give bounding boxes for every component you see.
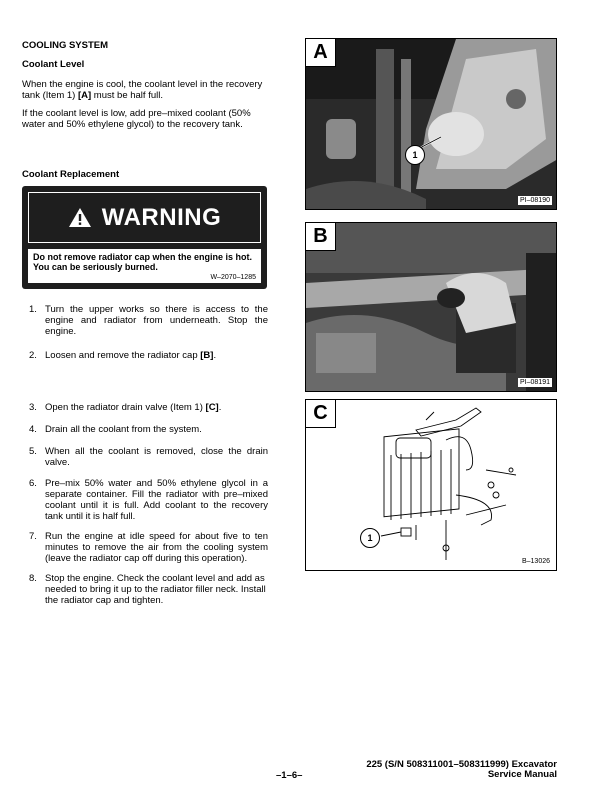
coolant-level-para1	[22, 79, 270, 101]
warning-body	[28, 249, 261, 283]
figure-a	[305, 38, 557, 210]
step-text	[45, 350, 268, 361]
step-number: 3.	[29, 402, 37, 413]
warning-header	[28, 192, 261, 243]
step-number: 6.	[29, 478, 37, 489]
step-5	[22, 446, 268, 468]
coolant-level-heading: Coolant Level	[22, 59, 85, 70]
figure-b	[305, 222, 557, 392]
figure-ref-c: [C]	[205, 402, 219, 413]
step-7	[22, 531, 268, 564]
figure-c	[305, 399, 557, 571]
step-text-end: .	[218, 402, 222, 413]
figure-letter: B	[306, 223, 336, 251]
warning-box	[22, 186, 267, 289]
figure-letter: A	[306, 39, 336, 67]
figure-ref-b: [B]	[200, 350, 214, 361]
warning-code: W–2070–1285	[210, 274, 256, 281]
step-text-main: Loosen and remove the radiator cap	[45, 350, 201, 361]
coolant-level-para2: If the coolant level is low, add pre–mixed coolant (50% water and 50% ethylene glycol) to the recovery tank.	[22, 108, 251, 130]
step-3	[22, 402, 268, 413]
step-text-end: .	[213, 350, 217, 361]
figure-ref-a: [A]	[77, 90, 92, 101]
figure-letter: C	[306, 400, 336, 428]
step-1	[22, 304, 268, 337]
step-number: 1.	[29, 304, 37, 315]
footer-manual: Service Manual	[487, 769, 557, 780]
para1-text-end: must be half full.	[91, 90, 163, 101]
warning-text: Do not remove radiator cap when the engine is hot. You can be seriously burned.	[33, 252, 253, 272]
callout-1: 1	[360, 528, 380, 548]
step-text-main: Open the radiator drain valve (Item 1)	[45, 402, 206, 413]
step-2	[22, 350, 268, 361]
page-number: –1–6–	[276, 770, 303, 781]
step-text: Turn the upper works so there is access to the engine and radiator from underneath. Stop the engine.	[45, 304, 268, 337]
coolant-replacement-heading: Coolant Replacement	[22, 169, 120, 180]
figure-code: PI–08190	[520, 197, 550, 204]
figure-code: B–13026	[521, 558, 550, 565]
step-8	[22, 573, 268, 606]
step-text: Pre–mix 50% water and 50% ethylene glycol in a separate container. Fill the radiator with pre–mixed coolant until it is full. Add coolant to the recovery tank until it is half full.	[45, 478, 268, 522]
step-4	[22, 424, 268, 435]
step-text	[45, 402, 268, 413]
figure-code: PI–08191	[520, 379, 550, 386]
step-text: Stop the engine. Check the coolant level and add as needed to bring it up to the radiator filler neck. Install the radiator cap and tighten.	[45, 573, 266, 606]
step-6	[22, 478, 268, 522]
radiator-diagram	[306, 400, 557, 571]
step-number: 5.	[29, 446, 37, 457]
step-text: Run the engine at idle speed for about five to ten minutes to remove the air from the cooling system (leave the radiator cap off during this operation).	[45, 531, 268, 564]
radiator-cap-photo	[306, 223, 557, 392]
recovery-tank-photo	[306, 39, 557, 210]
step-number: 4.	[29, 424, 37, 435]
para1-text: When the engine is cool, the coolant level in the recovery tank (Item 1)	[22, 79, 263, 101]
section-title: COOLING SYSTEM	[22, 40, 109, 51]
step-number: 8.	[29, 573, 37, 584]
step-text: Drain all the coolant from the system.	[45, 424, 202, 435]
warning-triangle-icon	[68, 207, 92, 228]
callout-1: 1	[405, 145, 425, 165]
step-number: 7.	[29, 531, 37, 542]
warning-title: WARNING	[101, 203, 222, 231]
footer-model: 225 (S/N 508311001–508311999) Excavator	[366, 759, 557, 770]
step-text: When all the coolant is removed, close the drain valve.	[45, 446, 268, 468]
step-number: 2.	[29, 350, 37, 361]
